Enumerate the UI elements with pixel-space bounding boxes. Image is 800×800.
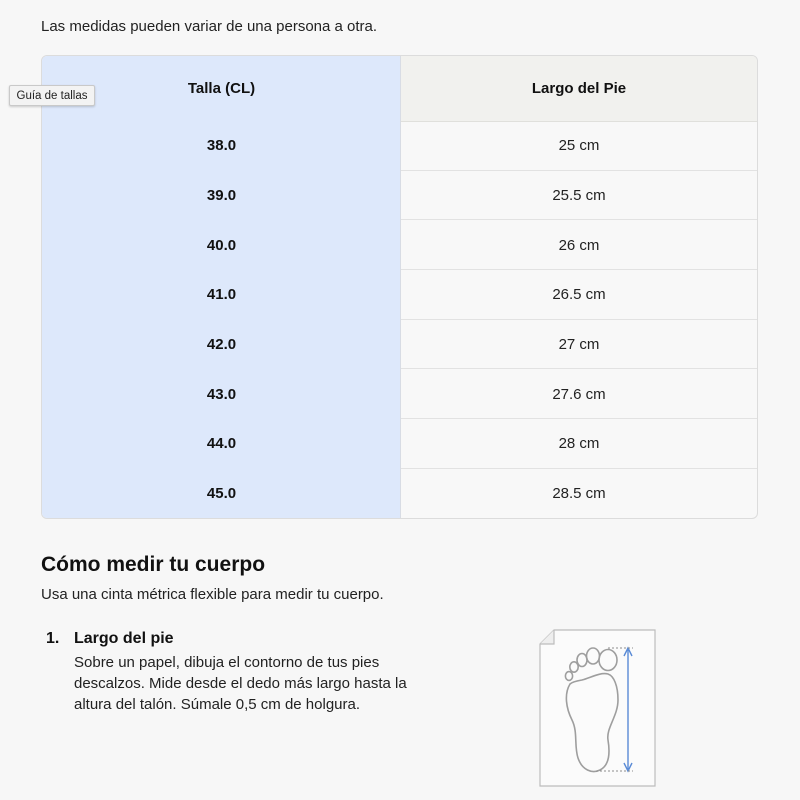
length-cell: 27.6 cm bbox=[552, 385, 606, 403]
size-cell: 41.0 bbox=[206, 286, 237, 304]
foot-measurement-icon bbox=[530, 628, 660, 788]
step-title: Largo del pie bbox=[74, 630, 174, 647]
length-cell: 25.5 cm bbox=[552, 187, 606, 205]
table-row bbox=[42, 469, 757, 519]
size-cell: 43.0 bbox=[206, 385, 237, 403]
size-table bbox=[41, 55, 758, 519]
header-length: Largo del Pie bbox=[531, 80, 627, 97]
size-cell: 45.0 bbox=[206, 485, 237, 503]
step-description: Sobre un papel, dibuja el contorno de tus pies descalzos. Mide desde el dedo más largo hasta la altura del talón. Súmale 0,5 cm de holgura. bbox=[74, 654, 407, 713]
table-row bbox=[42, 121, 757, 171]
howto-title: Cómo medir tu cuerpo bbox=[41, 553, 266, 576]
header-size: Talla (CL) bbox=[187, 80, 256, 97]
length-cell: 26 cm bbox=[558, 236, 600, 254]
table-row bbox=[42, 270, 757, 320]
size-cell: 42.0 bbox=[206, 336, 237, 354]
table-row bbox=[42, 369, 757, 419]
table-row bbox=[42, 220, 757, 270]
size-cell: 44.0 bbox=[206, 435, 237, 453]
step-number: 1. bbox=[46, 630, 60, 647]
howto-subtitle: Usa una cinta métrica flexible para medir tu cuerpo. bbox=[41, 586, 384, 603]
length-cell: 28 cm bbox=[558, 435, 600, 453]
disclaimer-text: Las medidas pueden variar de una persona a otra. bbox=[41, 18, 378, 35]
length-cell: 26.5 cm bbox=[552, 286, 606, 304]
length-cell: 27 cm bbox=[558, 336, 600, 354]
size-cell: 40.0 bbox=[206, 236, 237, 254]
table-row bbox=[42, 320, 757, 370]
table-row bbox=[42, 171, 757, 221]
size-cell: 39.0 bbox=[206, 187, 237, 205]
table-row bbox=[42, 419, 757, 469]
size-guide-tooltip: Guía de tallas bbox=[9, 85, 95, 106]
length-cell: 25 cm bbox=[558, 137, 600, 155]
length-cell: 28.5 cm bbox=[552, 485, 606, 503]
table-body bbox=[42, 121, 757, 519]
size-cell: 38.0 bbox=[206, 137, 237, 155]
